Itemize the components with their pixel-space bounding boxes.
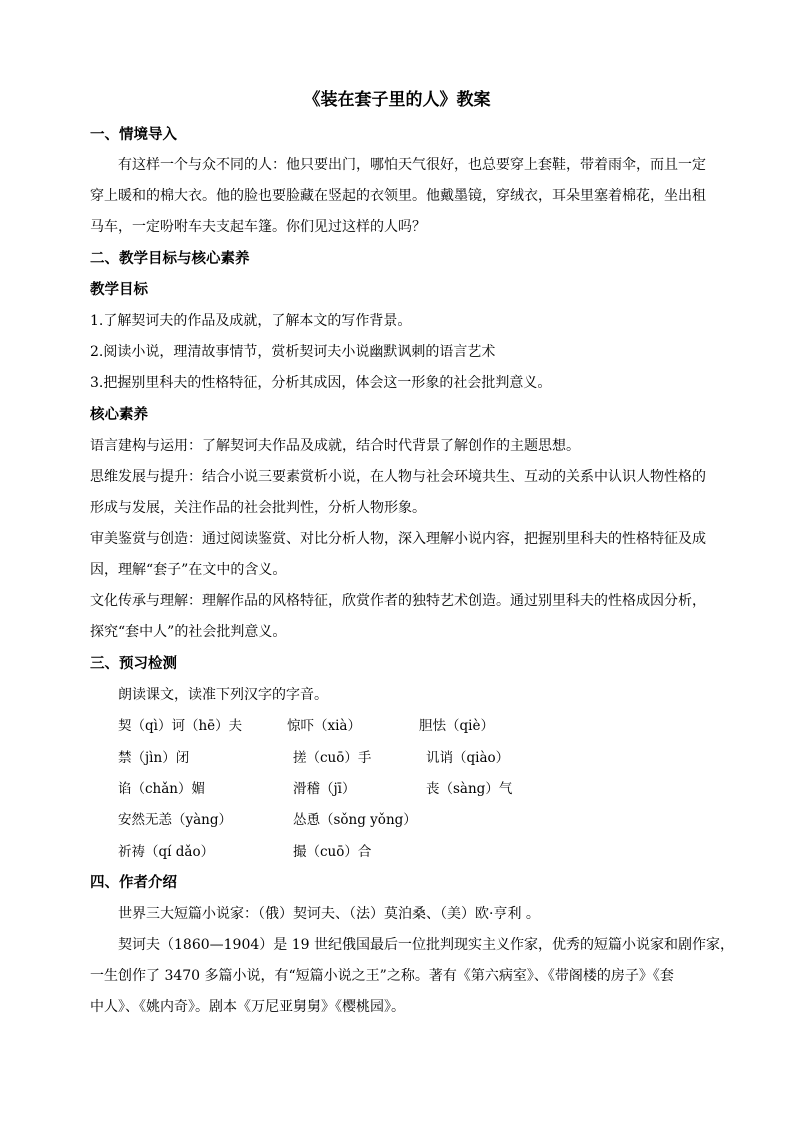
- paragraph-line: 一生创作了 3470 多篇小说，有“短篇小说之王”之称。著有《第六病室》、《带阁楼的房子》《套: [90, 968, 674, 984]
- paragraph-line: 中人》、《姚内奇》。剧本《万尼亚舅舅》《樱桃园》。: [90, 999, 405, 1015]
- core-line: 思维发展与提升：结合小说三要素赏析小说，在人物与社会环境共生、互动的关系中认识人物性格的: [90, 469, 706, 485]
- document-title: 《装在套子里的人》教案: [303, 90, 491, 110]
- section-heading-intro: 一、情境导入: [90, 126, 177, 143]
- paragraph-line: 世界三大短篇小说家：（俄）契诃夫、（法）莫泊桑、（美）欧·亨利 。: [118, 906, 540, 922]
- pronunciation-item: 怂恿（sǒng yǒng）: [293, 812, 417, 828]
- pronunciation-item: 搓（cuō）手: [293, 750, 372, 766]
- section-heading-author: 四、作者介绍: [90, 874, 177, 891]
- paragraph-line: 契诃夫（1860—1904）是 19 世纪俄国最后一位批判现实主义作家，优秀的短篇小说家和剧作家，: [118, 937, 734, 953]
- pronunciation-item: 祈祷（qí dǎo）: [118, 844, 215, 860]
- pronunciation-item: 惊吓（xià）: [287, 718, 361, 734]
- pronunciation-item: 丧（sàng）气: [426, 781, 513, 797]
- preview-instruction: 朗读课文，读准下列汉字的字音。: [118, 687, 328, 703]
- core-line: 形成与发展，关注作品的社会批判性，分析人物形象。: [90, 500, 426, 516]
- core-line: 语言建构与运用：了解契诃夫作品及成就，结合时代背景了解创作的主题思想。: [90, 438, 580, 454]
- pronunciation-item: 撮（cuō）合: [293, 844, 372, 860]
- core-line: 文化传承与理解：理解作品的风格特征，欣赏作者的独特艺术创造。通过别里科夫的性格成因分析，: [90, 593, 706, 609]
- core-line: 审美鉴赏与创造：通过阅读鉴赏、对比分析人物，深入理解小说内容，把握别里科夫的性格特征及成: [90, 531, 706, 547]
- goal-item: 2.阅读小说，理清故事情节，赏析契诃夫小说幽默讽刺的语言艺术: [90, 344, 496, 360]
- pronunciation-item: 禁（jìn）闭: [118, 750, 190, 766]
- goal-item: 3.把握别里科夫的性格特征，分析其成因，体会这一形象的社会批判意义。: [90, 375, 552, 391]
- pronunciation-item: 胆怯（qiè）: [419, 718, 494, 734]
- pronunciation-item: 讥诮（qiào）: [426, 750, 510, 766]
- core-line: 因，理解“套子”在文中的含义。: [90, 562, 287, 578]
- goal-item: 1.了解契诃夫的作品及成就，了解本文的写作背景。: [90, 313, 412, 329]
- section-heading-goals: 二、教学目标与核心素养: [90, 250, 250, 267]
- section-heading-preview: 三、预习检测: [90, 655, 177, 672]
- core-line: 探究“套中人”的社会批判意义。: [90, 624, 287, 640]
- pronunciation-item: 安然无恙（yàng）: [118, 812, 233, 828]
- pronunciation-item: 滑稽（jī）: [293, 781, 356, 797]
- pronunciation-item: 谄（chǎn）媚: [118, 781, 205, 797]
- paragraph-line: 有这样一个与众不同的人：他只要出门，哪怕天气很好，也总要穿上套鞋，带着雨伞，而且一定: [118, 157, 706, 173]
- subheading-teaching-goals: 教学目标: [90, 281, 148, 298]
- paragraph-line: 马车，一定吩咐车夫支起车篷。你们见过这样的人吗？: [90, 219, 426, 235]
- paragraph-line: 穿上暖和的棉大衣。他的脸也要脸藏在竖起的衣领里。他戴墨镜，穿绒衣，耳朵里塞着棉花，坐出租: [90, 188, 706, 204]
- pronunciation-item: 契（qì）诃（hē）夫: [118, 718, 243, 734]
- subheading-core-literacy: 核心素养: [90, 406, 148, 423]
